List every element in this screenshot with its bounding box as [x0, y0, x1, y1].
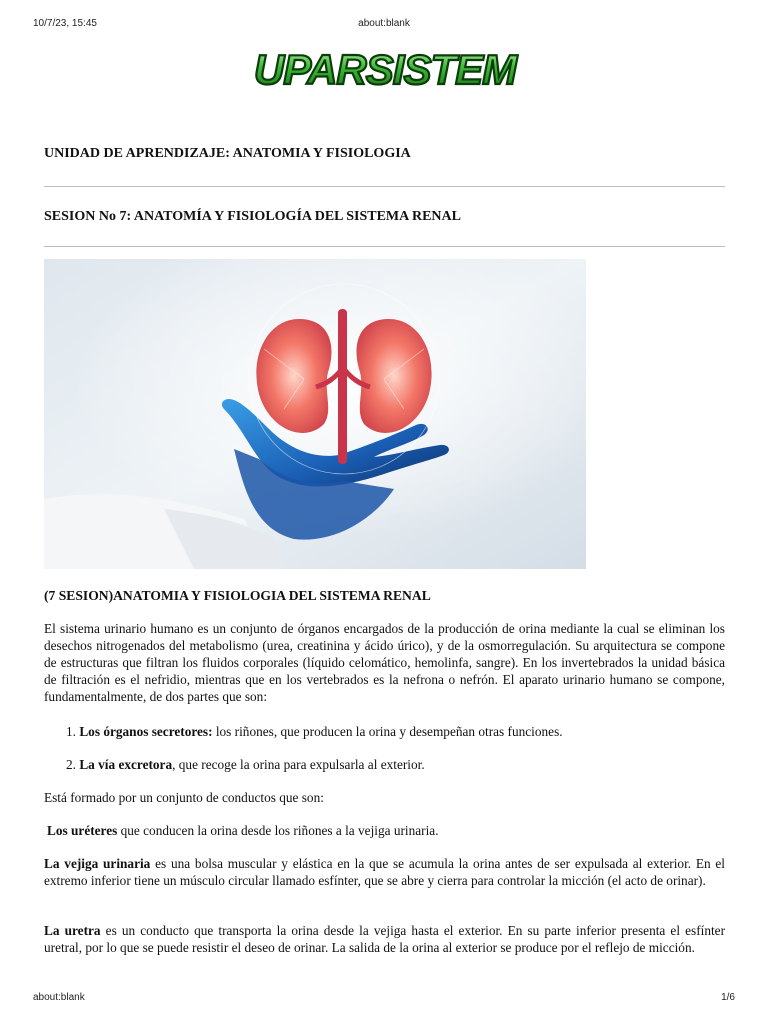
- logo-text: UPARSISTEM: [253, 46, 517, 93]
- vejiga-paragraph: [44, 855, 725, 889]
- separator-1: [44, 186, 725, 187]
- list-number: 1.: [66, 724, 76, 739]
- list-number: 2.: [66, 757, 76, 772]
- uretra-paragraph: [44, 922, 725, 956]
- print-url: about:blank: [33, 992, 85, 1003]
- ducts-intro: Está formado por un conjunto de conductos que son:: [44, 790, 324, 805]
- list-text: , que recoge la orina para expulsarla al exterior.: [172, 757, 425, 772]
- uparsistem-logo: [240, 44, 530, 94]
- session-title: SESION No 7: ANATOMÍA Y FISIOLOGÍA DEL SISTEMA RENAL: [44, 209, 461, 224]
- list-term: La vía excretora: [79, 757, 173, 772]
- uretra-text: es un conducto que transporta la orina desde la vejiga hasta el exterior. En su parte inferior presenta el esfínter uretral, por lo que se puede resistir el deseo de orinar. La salida de la orina al exterior se produce por el reflejo de micción.: [44, 923, 725, 955]
- ureteres-text: que conducen la orina desde los riñones a la vejiga urinaria.: [117, 823, 439, 838]
- document-header: [44, 146, 725, 247]
- print-title: about:blank: [358, 18, 410, 29]
- list-text: los riñones, que producen la orina y desempeñan otras funciones.: [212, 724, 563, 739]
- list-item: [66, 723, 716, 740]
- print-datetime: 10/7/23, 15:45: [33, 18, 97, 29]
- print-page-number: 1/6: [721, 992, 735, 1003]
- ureteres-term: Los uréteres: [47, 823, 118, 838]
- separator-2: [44, 246, 725, 247]
- vejiga-term: La vejiga urinaria: [44, 856, 151, 871]
- list-term: Los órganos secretores:: [79, 724, 213, 739]
- uretra-term: La uretra: [44, 923, 101, 938]
- hero-image: [44, 259, 586, 569]
- intro-paragraph: El sistema urinario humano es un conjunto de órganos encargados de la producción de orina mediante la cual se eliminan los desechos nitrogenados del metabolismo (urea, creatinina y ácido úrico), y de la osmorregulación. Su arquitectura se compone de estructuras que filtran los fluidos corporales (líquido celomático, hemolinfa, sangre). En los invertebrados la unidad básica de filtración es el nefridio, mientras que en los vertebrados es la nefrona o nefrón. El aparato urinario humano se compone, fundamentalmente, de dos partes que son:: [44, 621, 725, 704]
- unit-title: UNIDAD DE APRENDIZAJE: ANATOMIA Y FISIOLOGIA: [44, 146, 411, 161]
- vejiga-text: es una bolsa muscular y elástica en la que se acumula la orina antes de ser expulsada al exterior. En el extremo inferior tiene un músculo circular llamado esfínter, que se abre y cierra para controlar la micción (el acto de orinar).: [44, 856, 725, 888]
- ureteres-paragraph: [47, 822, 728, 839]
- list-item: [66, 756, 716, 773]
- section-heading: (7 SESION)ANATOMIA Y FISIOLOGIA DEL SISTEMA RENAL: [44, 588, 431, 603]
